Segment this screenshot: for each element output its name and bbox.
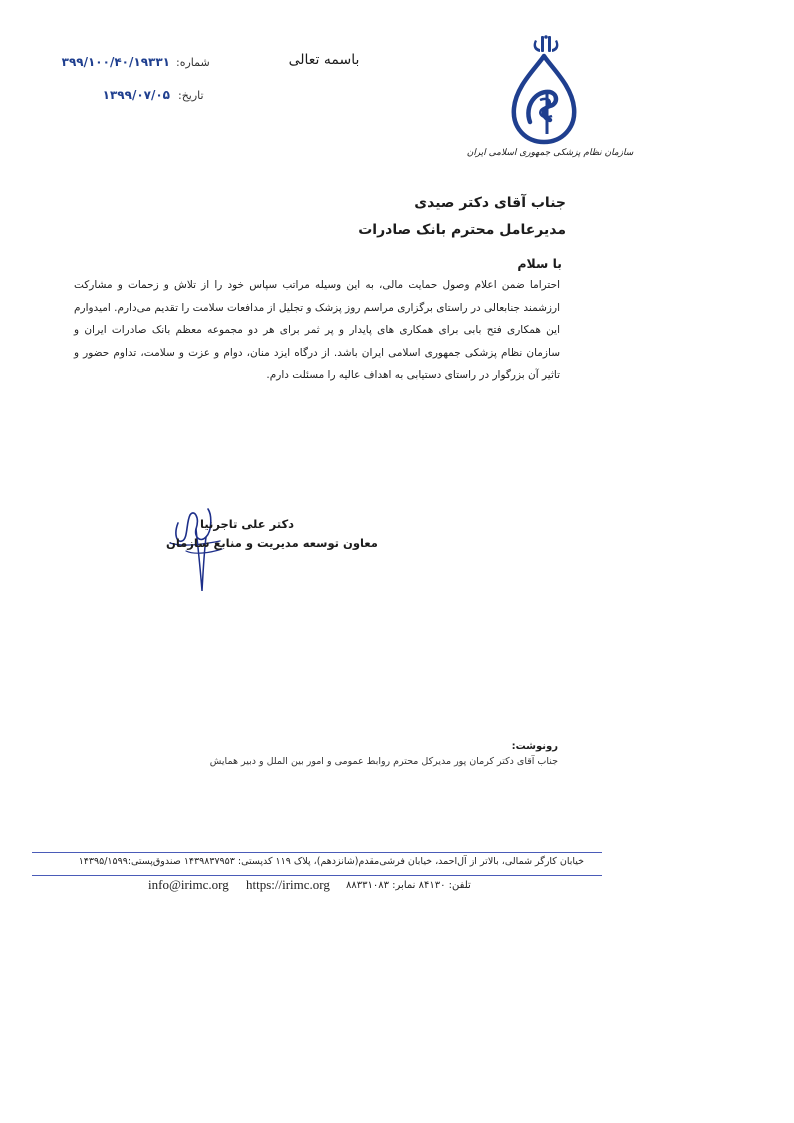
- signatory-name: دکتر علی تاجرنیا: [200, 517, 295, 531]
- number-label: شماره:: [176, 56, 210, 69]
- footer-phone-fax: تلفن: ۸۴۱۳۰ نمابر: ۸۸۳۳۱۰۸۳: [346, 880, 471, 891]
- footer-address: خیابان کارگر شمالی، بالاتر از آل‌احمد، خیابان فرشی‌مقدم(شانزدهم)، پلاک ۱۱۹ کدپستی: ۱۴۳۹۸۳۷۹۵۳ صندوق‌پستی:۱۴۳۹۵/۱۵۹۹: [78, 856, 584, 867]
- letter-number: ۳۹۹/۱۰۰/۴۰/۱۹۳۳۱: [61, 55, 170, 69]
- letter-date: ۱۳۹۹/۰۷/۰۵: [102, 88, 170, 102]
- footer-divider-top: [32, 852, 602, 853]
- recipient-title: مدیرعامل محترم بانک صادرات: [358, 222, 566, 238]
- greeting: با سلام: [517, 256, 562, 271]
- date-label: تاریخ:: [178, 89, 204, 102]
- logo-caption: سازمان نظام پزشکی جمهوری اسلامی ایران: [466, 148, 634, 158]
- cc-recipient: جناب آقای دکتر کرمان پور مدیرکل محترم روابط عمومی و امور بین الملل و دبیر همایش: [209, 756, 558, 767]
- signatory-title: معاون توسعه مدیریت و منابع سازمان: [166, 536, 378, 550]
- letter-body: احتراما ضمن اعلام وصول حمایت مالی، به این وسیله مراتب سپاس خود را از تلاش و زحمات و مشارکت ارزشمند جنابعالی در راستای برگزاری مراسم روز پزشک و تجلیل از مدافعات سلامت را تقدیم می‌دارم. امیدوارم این همکاری فتح بابی برای همکاری های پایدار و پر ثمر برای هر دو مجموعه معظم بانک صادرات ایران و سازمان نظام پزشکی جمهوری اسلامی ایران باشد. از درگاه ایزد منان، دوام و عزت و سلامت، تداوم حضور و تاثیر آن بزرگوار در راستای دستیابی به اهداف عالیه را مسئلت دارم.: [74, 279, 560, 381]
- irimc-logo: [466, 34, 634, 160]
- footer-email-link[interactable]: info@irimc.org: [148, 877, 229, 892]
- recipient-name: جناب آقای دکتر صیدی: [414, 195, 566, 211]
- bismillah-heading: باسمه تعالی: [288, 52, 360, 68]
- footer-divider-bottom: [32, 875, 602, 876]
- cc-label: رونوشت:: [511, 741, 558, 752]
- footer-website-link[interactable]: https://irimc.org: [246, 877, 330, 892]
